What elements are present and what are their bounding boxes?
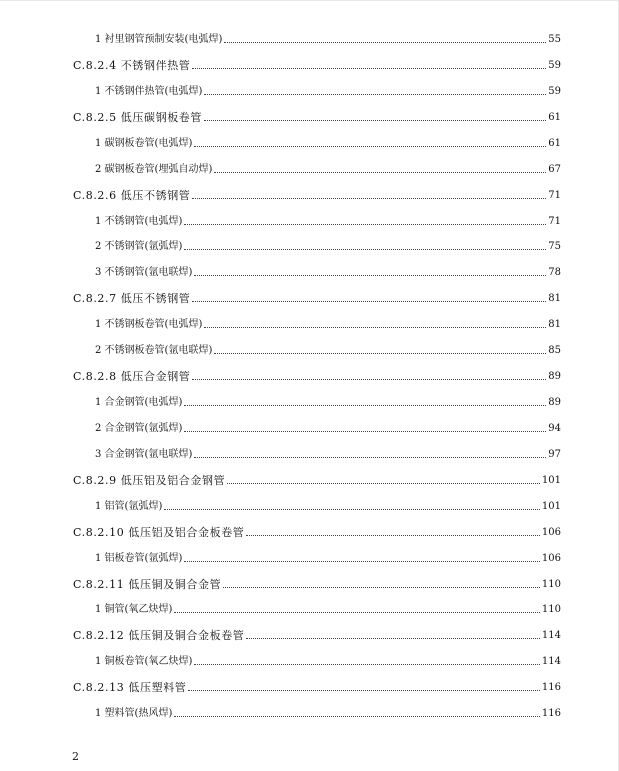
toc-section-row[interactable] [73,573,561,591]
toc-entry-row[interactable] [95,158,561,176]
dot-leader [204,120,546,121]
toc-title: 1 碳钢板卷管(电弧焊) [95,138,193,149]
toc-title: C.8.2.8 低压合金钢管 [73,370,191,383]
dot-leader [174,612,540,613]
toc-entry-row[interactable] [95,702,561,720]
dot-leader [194,457,546,458]
toc-entry-row[interactable] [95,417,561,435]
toc-page-number: 55 [548,34,561,45]
toc-section-row[interactable] [73,676,561,694]
toc-page-number: 101 [541,475,561,486]
toc-title: 1 不锈钢伴热管(电弧焊) [95,86,203,97]
page-top-border [0,0,619,1]
toc-title: 1 衬里钢管预制安装(电弧焊) [95,34,223,45]
dot-leader [192,198,546,199]
toc-title: C.8.2.6 低压不锈钢管 [73,189,191,202]
dot-leader [184,431,546,432]
toc-page-number: 78 [548,267,561,278]
toc-page-number: 61 [548,138,561,149]
toc-title: C.8.2.4 不锈钢伴热管 [73,59,191,72]
toc-page-number: 75 [548,241,561,252]
toc-title: 3 合金钢管(氩电联焊) [95,449,193,460]
dot-leader [246,535,540,536]
toc-page-number: 61 [548,112,561,123]
toc-title: 1 合金钢管(电弧焊) [95,397,183,408]
toc-page-number: 81 [548,319,561,330]
toc-page-number: 106 [541,527,561,538]
dot-leader [214,353,546,354]
toc-section-row[interactable] [73,106,561,124]
dot-leader [214,172,546,173]
toc-entry-row[interactable] [95,391,561,409]
toc-title: 1 铜管(氧乙炔焊) [95,604,173,615]
toc-title: 3 不锈钢管(氩电联焊) [95,267,193,278]
toc-page-number: 71 [548,190,561,201]
toc-title: C.8.2.13 低压塑料管 [73,681,187,694]
toc-section-row[interactable] [73,521,561,539]
toc-page-number: 101 [541,501,561,512]
toc-page-number: 97 [548,449,561,460]
toc-entry-row[interactable] [95,210,561,228]
toc-entry-row[interactable] [95,650,561,668]
dot-leader [223,587,540,588]
toc-title: 1 铝板卷管(氩弧焊) [95,553,183,564]
toc-page-number: 116 [541,682,561,693]
toc-page-number: 59 [548,86,561,97]
toc-entry-row[interactable] [95,495,561,513]
toc-title: 1 不锈钢管(电弧焊) [95,216,183,227]
dot-leader [184,249,546,250]
toc-page-number: 114 [541,630,561,641]
toc-title: C.8.2.7 低压不锈钢管 [73,292,191,305]
toc-entry-row[interactable] [95,443,561,461]
toc-page-number: 71 [548,216,561,227]
dot-leader [224,42,546,43]
toc-title: 1 铜板卷管(氧乙炔焊) [95,656,193,667]
toc-section-row[interactable] [73,469,561,487]
toc-title: 2 不锈钢板卷管(氩电联焊) [95,345,213,356]
toc-page-number: 89 [548,371,561,382]
dot-leader [194,275,546,276]
toc-title: 1 塑料管(热风焊) [95,708,173,719]
toc-entry-row[interactable] [95,598,561,616]
toc-page-number: 85 [548,345,561,356]
toc-entry-row[interactable] [95,28,561,46]
toc-title: C.8.2.9 低压铝及铝合金钢管 [73,474,226,487]
toc-entry-row[interactable] [95,132,561,150]
toc-page-number: 67 [548,164,561,175]
toc-entry-row[interactable] [95,235,561,253]
toc-title: 2 碳钢板卷管(埋弧自动焊) [95,164,213,175]
toc-title: C.8.2.12 低压铜及铜合金板卷管 [73,629,245,642]
toc-section-row[interactable] [73,184,561,202]
toc-entry-row[interactable] [95,80,561,98]
dot-leader [192,379,546,380]
dot-leader [204,94,546,95]
toc-section-row[interactable] [73,624,561,642]
dot-leader [184,405,546,406]
toc-section-row[interactable] [73,287,561,305]
dot-leader [194,146,546,147]
toc-title: 1 不锈钢板卷管(电弧焊) [95,319,203,330]
toc-page-number: 110 [541,579,561,590]
toc-section-row[interactable] [73,54,561,72]
toc-title: C.8.2.11 低压铜及铜合金管 [73,578,222,591]
dot-leader [204,327,546,328]
toc-title: 2 不锈钢管(氩弧焊) [95,241,183,252]
dot-leader [227,483,540,484]
toc-entry-row[interactable] [95,339,561,357]
toc-entry-row[interactable] [95,547,561,565]
dot-leader [246,638,540,639]
toc-page-number: 114 [541,656,561,667]
dot-leader [192,301,546,302]
toc-page-number: 106 [541,553,561,564]
page-number: 2 [72,750,79,763]
toc-title: 2 合金钢管(氩弧焊) [95,423,183,434]
toc-title: C.8.2.5 低压碳钢板卷管 [73,111,203,124]
toc-page-number: 59 [548,60,561,71]
toc-entry-row[interactable] [95,261,561,279]
toc-entry-row[interactable] [95,313,561,331]
toc-title: 1 铝管(氩弧焊) [95,501,163,512]
toc-page-number: 116 [541,708,561,719]
toc-page-number: 110 [541,604,561,615]
dot-leader [184,224,546,225]
dot-leader [184,561,540,562]
toc-page-number: 89 [548,397,561,408]
toc-page-number: 94 [548,423,561,434]
dot-leader [188,690,540,691]
toc-section-row[interactable] [73,365,561,383]
dot-leader [194,664,540,665]
toc-title: C.8.2.10 低压铝及铝合金板卷管 [73,526,245,539]
dot-leader [164,509,540,510]
toc-page-number: 81 [548,293,561,304]
dot-leader [174,716,540,717]
dot-leader [192,68,546,69]
